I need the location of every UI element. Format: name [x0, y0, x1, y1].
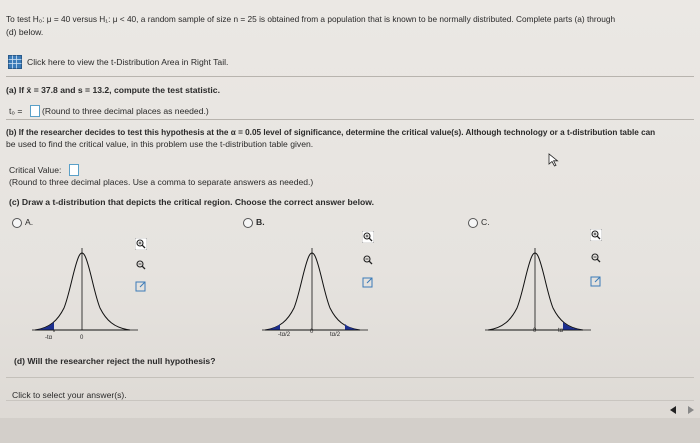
critical-value-input[interactable] [69, 164, 79, 176]
divider [6, 377, 694, 378]
option-c-tick-zero: 0 [533, 328, 537, 334]
part-a-answer-prefix: t₀ = [9, 106, 23, 116]
part-b-hint: (Round to three decimal places. Use a comma to separate answers as needed.) [9, 177, 314, 187]
mouse-cursor-icon [548, 153, 560, 167]
critical-value-label: Critical Value: [9, 165, 62, 175]
table-grid-icon[interactable] [8, 55, 22, 69]
part-d-question: (d) Will the researcher reject the null hypothesis? [14, 356, 216, 366]
zoom-out-icon[interactable] [362, 254, 374, 266]
next-arrow-icon[interactable] [686, 405, 696, 415]
option-b-tick-neg-t-alpha-half: -tα/2 [278, 332, 291, 338]
option-c-label: C. [481, 217, 490, 227]
option-c-radio[interactable] [468, 218, 478, 228]
option-b-tick-zero: 0 [310, 329, 314, 335]
part-b-question-line1: (b) If the researcher decides to test this hypothesis at the α = 0.05 level of significance, determine the critical value(s). Although technology or a t-distribution table can [6, 128, 656, 137]
option-c-tick-t-alpha: tα [558, 328, 564, 334]
right-tail-shading [345, 324, 360, 330]
option-b-radio[interactable] [243, 218, 253, 228]
previous-arrow-icon[interactable] [668, 405, 678, 415]
option-a-tick-zero: 0 [80, 335, 84, 341]
divider [6, 400, 694, 401]
select-answer-status: Click to select your answer(s). [12, 390, 127, 400]
option-a-graph [30, 238, 140, 338]
zoom-in-icon[interactable] [135, 238, 147, 250]
popout-icon[interactable] [135, 280, 147, 292]
divider [6, 76, 694, 77]
test-statistic-input[interactable] [30, 105, 40, 117]
zoom-out-icon[interactable] [590, 252, 602, 264]
part-c-question: (c) Draw a t-distribution that depicts the critical region. Choose the correct answer below. [9, 197, 374, 207]
option-a-radio[interactable] [12, 218, 22, 228]
problem-statement-line2: (d) below. [6, 27, 44, 37]
zoom-out-icon[interactable] [135, 259, 147, 271]
option-b-label: B. [256, 217, 265, 227]
popout-icon[interactable] [590, 275, 602, 287]
part-a-hint: (Round to three decimal places as needed.) [42, 106, 209, 116]
divider [6, 119, 694, 120]
bottom-edge [0, 418, 700, 443]
part-b-question-line2: be used to find the critical value, in this problem use the t-distribution table given. [6, 139, 314, 149]
right-tail-shading [563, 322, 583, 330]
option-a-tick-neg-t-alpha: -tα [45, 335, 53, 341]
part-a-question: (a) If x̄ = 37.8 and s = 13.2, compute the test statistic. [6, 85, 220, 95]
option-b-graph [260, 238, 370, 338]
t-distribution-table-link[interactable]: Click here to view the t-Distribution Area in Right Tail. [27, 57, 229, 67]
left-tail-shading [35, 322, 54, 330]
problem-statement-line1: To test H₀: μ = 40 versus H₁: μ < 40, a random sample of size n = 25 is obtained from a population that is known to be normally distributed. Complete parts (a) through [6, 14, 616, 24]
option-c-graph [483, 238, 593, 338]
option-b-tick-t-alpha-half: tα/2 [330, 332, 341, 338]
zoom-in-icon[interactable] [362, 231, 374, 243]
popout-icon[interactable] [362, 276, 374, 288]
zoom-in-icon[interactable] [590, 229, 602, 241]
option-a-label: A. [25, 217, 34, 227]
